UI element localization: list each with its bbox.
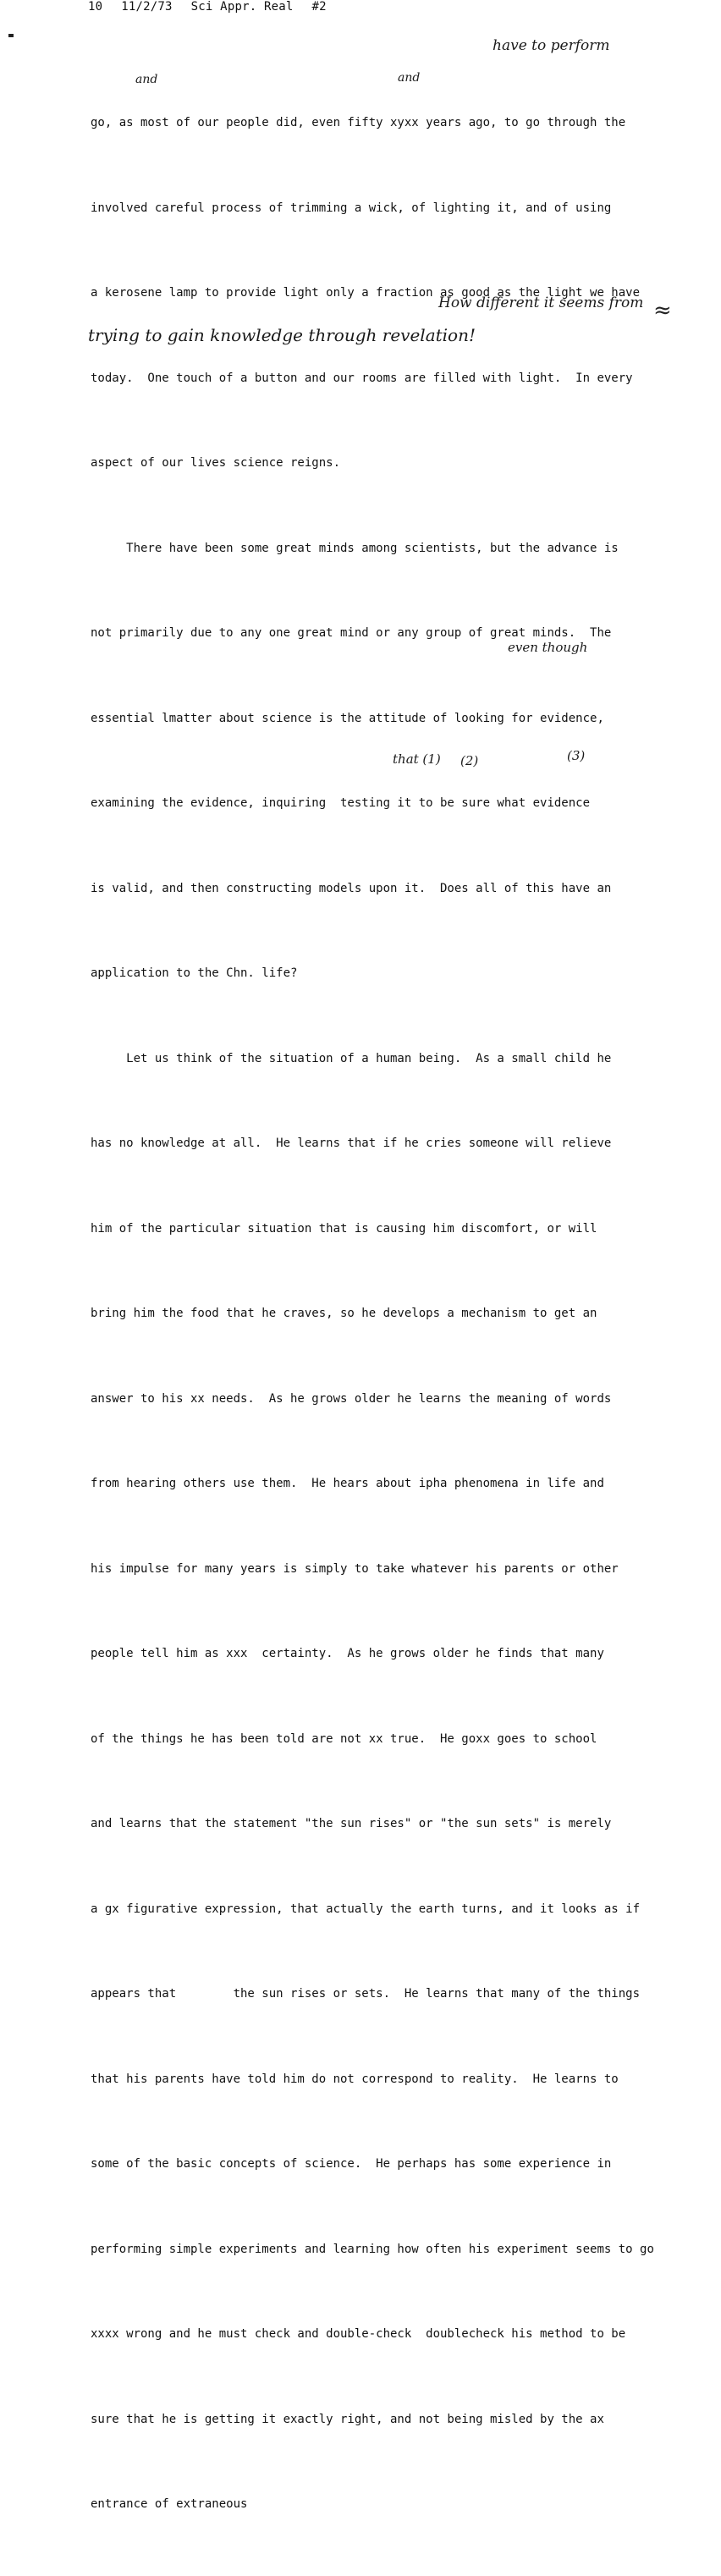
margin-scribble: ≈ [653, 298, 672, 323]
text-line: people tell him as xxx certainty. As he grows older he finds that many [91, 1647, 604, 1660]
text-line: sure that he is getting it exactly right, and not being misled by the ax [91, 2412, 604, 2426]
text-line: a kerosene lamp to provide light only a fraction as good as the light we have [91, 286, 641, 300]
text-line: xxxx wrong and he must check and double-check doublecheck his method to be [91, 2327, 626, 2341]
text-line: Let us think of the situation of a human being. As a small child he [91, 1051, 612, 1065]
text-line: his impulse for many years is simply to take whatever his parents or other [91, 1561, 619, 1576]
text-line: and learns that the statement "the sun rises" or "the sun sets" is merely [91, 1817, 612, 1830]
text-line: has no knowledge at all. He learns that if he cries someone will relieve [91, 1137, 612, 1150]
text-line: involved careful process of trimming a wick, of lighting it, and of using [91, 201, 612, 215]
text-line: essential lmatter about science is the attitude of looking for evidence, [91, 711, 604, 725]
text-line: performing simple experiments and learning how often his experiment seems to go [91, 2242, 654, 2256]
text-line: entrance of extraneous [91, 2497, 248, 2511]
text-line: aspect of our lives science reigns. [91, 456, 341, 470]
header-sheet: #2 [311, 0, 327, 14]
handwritten-note: and [135, 73, 158, 86]
text-line: him of the particular situation that is causing him discomfort, or will [91, 1221, 597, 1236]
text-line: that his parents have told him do not correspond to reality. He learns to [91, 2072, 619, 2086]
handwritten-note: have to perform [493, 37, 610, 54]
text-line: appears that the sun rises or sets. He learns that many of the things [91, 1987, 641, 2001]
handwritten-note: How different it seems from [438, 294, 644, 311]
handwritten-note: even though [508, 640, 588, 655]
handwritten-note: (2) [460, 753, 479, 768]
page-header [88, 0, 345, 14]
text-line: today. One touch of a button and our rooms are filled with light. In every [91, 371, 633, 385]
header-title: Sci Appr. Real [190, 0, 294, 14]
text-line: go, as most of our people did, even fifty xyxx years ago, to go through the [91, 116, 626, 129]
text-line: not primarily due to any one great mind or any group of great minds. The [91, 626, 612, 640]
handwritten-note: that (1) [393, 751, 441, 767]
text-line: is valid, and then constructing models upon it. Does all of this have an [91, 881, 612, 895]
header-date: 11/2/73 [121, 0, 173, 14]
handwritten-note: and [398, 71, 421, 85]
text-line: from hearing others use them. He hears about ipha phenomena in life and [91, 1477, 604, 1490]
text-line: application to the Chn. life? [91, 966, 298, 980]
handwritten-note: trying to gain knowledge through revelation! [88, 325, 476, 345]
text-line: answer to his xx needs. As he grows older he learns the meaning of words [91, 1391, 612, 1406]
typed-body [91, 52, 674, 2576]
text-line: bring him the food that he craves, so he develops a mechanism to get an [91, 1307, 597, 1320]
text-line: examining the evidence, inquiring testing it to be sure what evidence [91, 796, 591, 810]
text-line: of the things he has been told are not xx true. He goxx goes to school [91, 1731, 597, 1746]
handwritten-note: (3) [567, 748, 586, 763]
text-line: some of the basic concepts of science. He perhaps has some experience in [91, 2157, 612, 2171]
margin-mark [8, 34, 14, 37]
page-number: 10 [88, 0, 103, 14]
text-line: There have been some great minds among scientists, but the advance is [91, 541, 619, 555]
text-line: a gx figurative expression, that actually the earth turns, and it looks as if [91, 1902, 641, 1916]
